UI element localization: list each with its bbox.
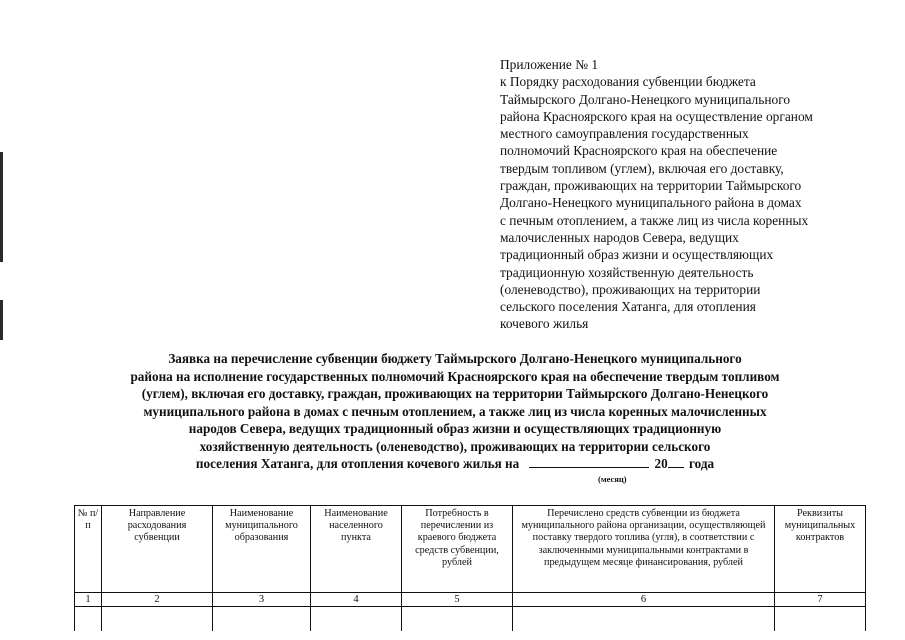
appendix-line: малочисленных народов Севера, ведущих — [500, 229, 739, 245]
header-cell-settlement: Наименование населенного пункта — [311, 506, 402, 593]
column-number-cell: 4 — [311, 593, 402, 607]
header-cell-need: Потребность в перечислении из краевого бюджета средств субвенции, рублей — [402, 506, 513, 593]
appendix-line: сельского поселения Хатанга, для отопления — [500, 299, 756, 315]
title-line: муниципального района в домах с печным отоплением, а также лиц из числа коренных малочисленных — [143, 403, 767, 419]
table-cell — [75, 607, 102, 632]
year-suffix: года — [688, 456, 715, 471]
title-line: хозяйственную деятельность (оленеводство), проживающих на территории сельского — [199, 438, 711, 454]
appendix-note — [500, 56, 880, 333]
appendix-line: местного самоуправления государственных — [500, 126, 749, 142]
title-last-line — [60, 455, 850, 473]
table-cell — [402, 607, 513, 632]
table-header-row — [75, 506, 866, 593]
header-cell-municipality: Наименование муниципального образования — [213, 506, 311, 593]
appendix-line: района Красноярского края на осуществление органом — [500, 108, 813, 124]
appendix-line: традиционный образ жизни и осуществляющих — [500, 247, 774, 263]
appendix-line: Таймырского Долгано-Ненецкого муниципального — [500, 91, 791, 107]
request-table — [74, 505, 866, 631]
header-cell-number: № п/п — [75, 506, 102, 593]
year-blank-field[interactable] — [668, 455, 684, 468]
table-cell — [102, 607, 213, 632]
title-line: народов Севера, ведущих традиционный образ жизни и осуществляющих традиционную — [188, 421, 722, 436]
appendix-line: кочевого жилья — [500, 316, 589, 332]
table-cell — [311, 607, 402, 632]
appendix-line: (оленеводство), проживающих на территории — [500, 281, 761, 297]
appendix-line: граждан, проживающих на территории Таймырского — [500, 178, 802, 194]
month-caption: (месяц) — [598, 474, 627, 484]
scan-edge-mark — [0, 300, 3, 340]
appendix-line: с печным отоплением, а также лиц из числа коренных — [500, 212, 809, 228]
appendix-line: Долгано-Ненецкого муниципального района в домах — [500, 195, 802, 211]
appendix-line: к Порядку расходования субвенции бюджета — [500, 74, 756, 90]
title-line-prefix: поселения Хатанга, для отопления кочевого жилья на — [195, 456, 520, 471]
column-number-cell: 3 — [213, 593, 311, 607]
column-number-cell: 1 — [75, 593, 102, 607]
header-cell-contracts: Реквизиты муниципальных контрактов — [775, 506, 866, 593]
header-cell-transferred: Перечислено средств субвенции из бюджета муниципального района организации, осуществляющей поставку твердого топлива (угля), в соответствии с заключенными муниципальными контрактами в предыдущем месяце финансирования, рублей — [513, 506, 775, 593]
title-line: (углем), включая его доставку, граждан, проживающих на территории Таймырского Долгано-Ненецкого — [141, 386, 769, 401]
month-blank-field[interactable] — [529, 455, 649, 468]
table-row — [75, 607, 866, 632]
table-cell — [213, 607, 311, 632]
table-number-row — [75, 593, 866, 607]
title-line: Заявка на перечисление субвенции бюджету Таймырского Долгано-Ненецкого муниципального — [168, 351, 742, 366]
table-cell — [513, 607, 775, 632]
header-cell-direction: Направление расходования субвенции — [102, 506, 213, 593]
appendix-line: полномочий Красноярского края на обеспечение — [500, 143, 778, 159]
table-cell — [775, 607, 866, 632]
appendix-line: Приложение № 1 — [500, 57, 599, 72]
column-number-cell: 6 — [513, 593, 775, 607]
title-line: района на исполнение государственных полномочий Красноярского края на обеспечение твердым топливом — [130, 368, 780, 384]
column-number-cell: 2 — [102, 593, 213, 607]
appendix-line: твердым топливом (углем), включая его доставку, — [500, 160, 784, 176]
column-number-cell: 5 — [402, 593, 513, 607]
scan-edge-mark — [0, 152, 3, 262]
appendix-line: традиционную хозяйственную деятельность — [500, 264, 754, 280]
column-number-cell: 7 — [775, 593, 866, 607]
document-title — [60, 350, 850, 473]
year-prefix: 20 — [654, 456, 668, 471]
